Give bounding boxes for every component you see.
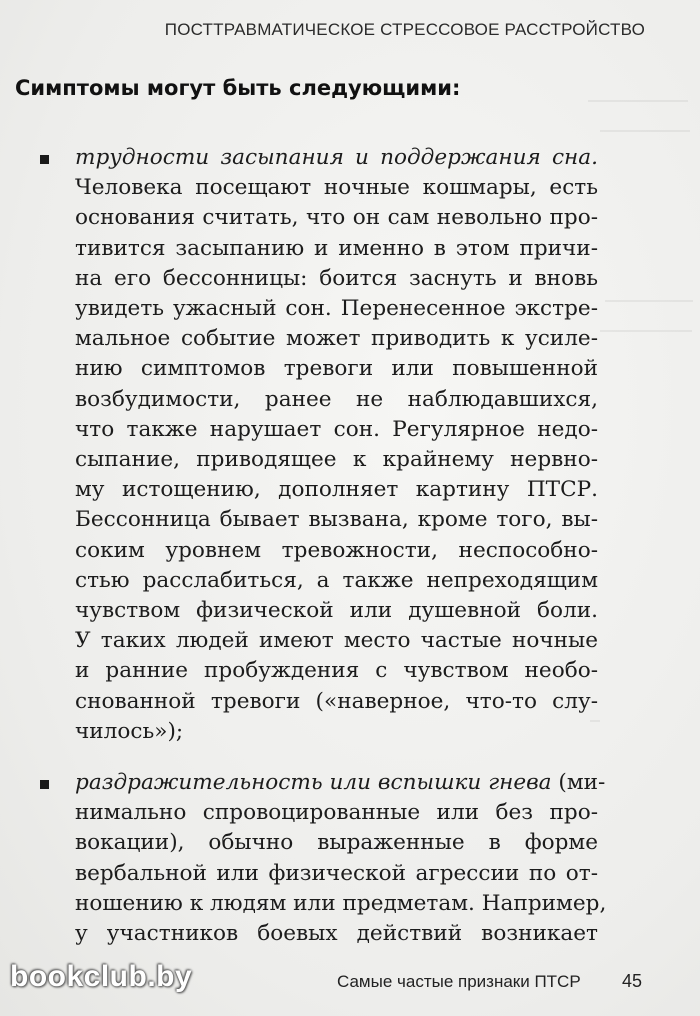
text-line — [75, 717, 598, 747]
section-heading: Симптомы могут быть следующими: — [15, 76, 461, 100]
line-text: чилось»); — [75, 718, 184, 744]
text-line — [75, 354, 598, 384]
text-line — [75, 475, 598, 505]
line-text: ношению к людям или предметам. Например, — [75, 890, 607, 916]
text-line — [75, 828, 598, 858]
line-text: сыпание, приводящее к крайнему нервно- — [75, 447, 598, 472]
line-text: мальное событие может приводить к усиле- — [75, 326, 598, 352]
text-line — [75, 596, 598, 626]
line-text: Бессонница бывает вызвана, кроме того, вы- — [75, 507, 598, 533]
running-header: ПОСТТРАВМАТИЧЕСКОЕ СТРЕССОВОЕ РАССТРОЙСТВО — [164, 20, 645, 39]
line-text: соким уровнем тревожности, неспособно- — [75, 537, 598, 563]
text-line — [75, 173, 598, 203]
text-line — [75, 768, 606, 798]
text-line — [75, 626, 598, 656]
footer-chapter-title: Самые частые признаки ПТСР — [337, 972, 581, 991]
text-line — [75, 566, 598, 596]
line-text: тивится засыпанию и именно в этом причи- — [75, 235, 598, 261]
line-text: основания считать, что он сам невольно про- — [75, 205, 598, 231]
bleed-through-mark — [588, 100, 688, 102]
text-line — [75, 889, 607, 919]
text-line — [75, 687, 598, 717]
text-line — [75, 445, 598, 475]
watermark-logo: bookclub.by — [10, 960, 193, 993]
text-line — [75, 385, 598, 415]
text-line — [75, 203, 598, 233]
text-line — [75, 919, 598, 949]
text-line — [75, 656, 598, 686]
text-line — [75, 294, 598, 324]
line-text: чувством физической или душевной боли. — [75, 598, 598, 623]
line-text: возбудимости, ранее не наблюдавшихся, — [75, 386, 598, 412]
line-text: вокации), обычно выраженные в форме — [75, 830, 598, 856]
text-line — [75, 234, 598, 264]
line-text: на его бессонницы: боится заснуть и вновь — [75, 265, 598, 291]
text-line — [75, 505, 598, 535]
line-text: (ми- — [551, 770, 606, 795]
bleed-through-mark — [600, 130, 690, 132]
line-text: нимально спровоцированные или без про- — [75, 800, 598, 826]
text-line — [75, 798, 598, 828]
bullet-marker — [40, 780, 49, 789]
line-text: и ранние пробуждения с чувством необо- — [75, 658, 598, 684]
text-line — [75, 324, 598, 354]
line-text: увидеть ужасный сон. Перенесенное экстре- — [75, 296, 598, 321]
line-text: Человека посещают ночные кошмары, есть — [75, 175, 598, 201]
italic-phrase: раздражительность или вспышки гнева — [75, 770, 552, 795]
line-text: вербальной или физической агрессии по от- — [75, 860, 598, 886]
bleed-through-mark — [600, 330, 692, 332]
line-text: у участников боевых действий возникает — [75, 921, 598, 946]
text-line — [75, 415, 598, 445]
line-text: снованной тревоги («наверное, что-то слу- — [75, 688, 598, 714]
line-text: стью расслабиться, а также непреходящим — [75, 567, 598, 593]
line-text: У таких людей имеют место частые ночные — [75, 628, 598, 654]
text-line — [75, 536, 598, 566]
line-text: му истощению, дополняет картину ПТСР. — [75, 477, 598, 503]
bleed-through-mark — [605, 300, 693, 302]
italic-phrase: трудности засыпания и поддержания сна. — [75, 145, 598, 170]
line-text: что также нарушает сон. Регулярное недо- — [75, 416, 598, 442]
page-number: 45 — [622, 971, 643, 991]
bullet-marker — [40, 155, 49, 164]
text-line — [75, 859, 598, 889]
text-line — [75, 264, 598, 294]
text-line — [75, 143, 598, 173]
line-text: нию симптомов тревоги или повышенной — [75, 356, 598, 382]
